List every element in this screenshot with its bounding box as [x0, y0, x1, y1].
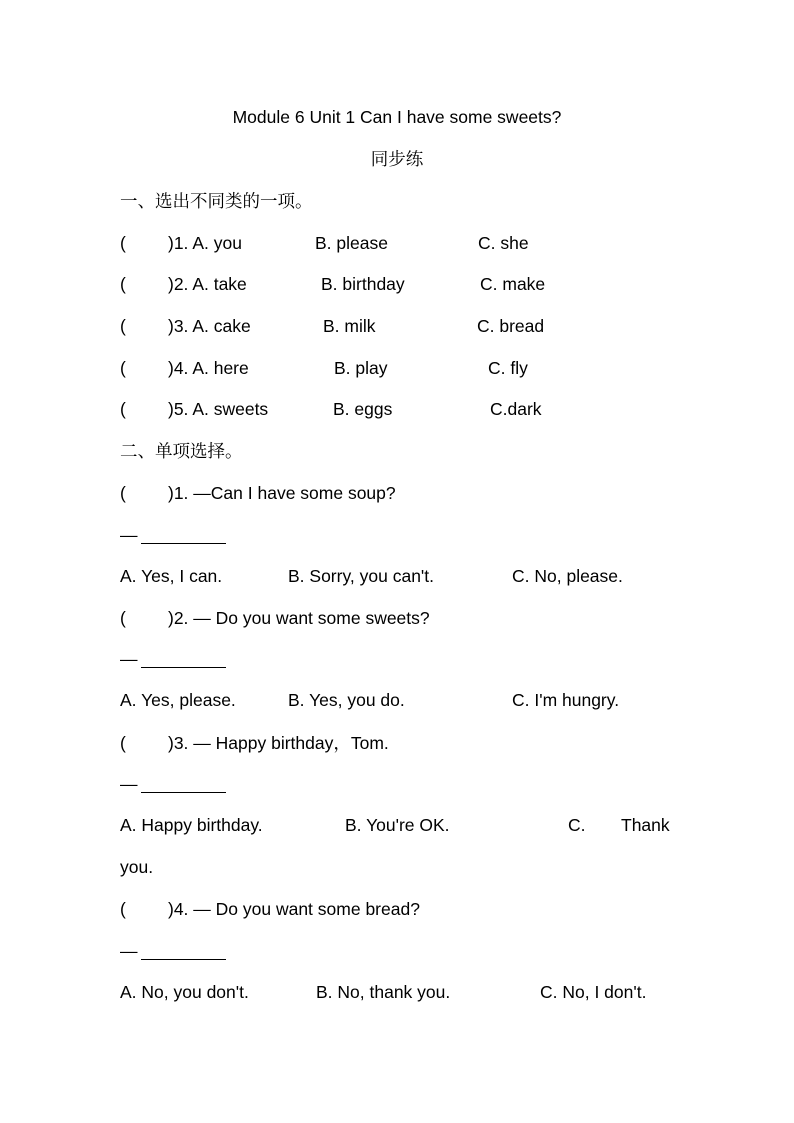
answer-blank[interactable]: [141, 667, 226, 668]
reply-dash: —: [120, 941, 138, 961]
option-a: A. Yes, please.: [120, 690, 236, 710]
answer-paren[interactable]: (: [120, 733, 126, 753]
option-a: A. No, you don't.: [120, 982, 249, 1002]
option-b: B. Yes, you do.: [288, 690, 405, 710]
option-b: B. eggs: [333, 399, 393, 419]
section1-heading: 一、选出不同类的一项。: [120, 191, 313, 211]
option-c: C.dark: [490, 399, 542, 419]
option-a: )2. A. take: [168, 274, 247, 294]
question-text: )1. —Can I have some soup?: [168, 483, 396, 503]
question-text: )4. — Do you want some bread?: [168, 899, 420, 919]
option-b: B. milk: [323, 316, 376, 336]
answer-paren[interactable]: (: [120, 274, 126, 294]
option-c-text: Thank: [621, 815, 670, 835]
answer-paren[interactable]: (: [120, 483, 126, 503]
option-a: )1. A. you: [168, 233, 242, 253]
reply-dash: —: [120, 525, 138, 545]
option-a: )3. A. cake: [168, 316, 251, 336]
page-subtitle: 同步练: [370, 149, 424, 169]
reply-dash: —: [120, 774, 138, 794]
section2-heading: 二、单项选择。: [120, 441, 243, 461]
option-a: )5. A. sweets: [168, 399, 269, 419]
option-b: B. please: [315, 233, 388, 253]
option-c: C. No, I don't.: [540, 982, 647, 1002]
answer-paren[interactable]: (: [120, 608, 126, 628]
option-c: C.: [568, 815, 586, 835]
option-a: )4. A. here: [168, 358, 249, 378]
option-c: C. she: [478, 233, 529, 253]
answer-paren[interactable]: (: [120, 399, 126, 419]
option-c: C. No, please.: [512, 566, 623, 586]
answer-blank[interactable]: [141, 959, 226, 960]
option-b: B. play: [334, 358, 388, 378]
question-text: )3. — Happy birthday，Tom.: [168, 733, 389, 753]
option-b: B. No, thank you.: [316, 982, 451, 1002]
answer-blank[interactable]: [141, 792, 226, 793]
option-a: A. Yes, I can.: [120, 566, 223, 586]
option-c: C. bread: [477, 316, 545, 336]
option-c: C. make: [480, 274, 546, 294]
answer-paren[interactable]: (: [120, 316, 126, 336]
option-b: B. Sorry, you can't.: [288, 566, 434, 586]
question-text: )2. — Do you want some sweets?: [168, 608, 430, 628]
reply-dash: —: [120, 649, 138, 669]
answer-paren[interactable]: (: [120, 233, 126, 253]
option-b: B. You're OK.: [345, 815, 450, 835]
option-c: C. I'm hungry.: [512, 690, 620, 710]
option-b: B. birthday: [321, 274, 405, 294]
answer-blank[interactable]: [141, 543, 226, 544]
option-c: C. fly: [488, 358, 528, 378]
option-c-continued: you.: [120, 857, 154, 877]
answer-paren[interactable]: (: [120, 358, 126, 378]
page-title: Module 6 Unit 1 Can I have some sweets?: [232, 107, 562, 127]
answer-paren[interactable]: (: [120, 899, 126, 919]
option-a: A. Happy birthday.: [120, 815, 263, 835]
